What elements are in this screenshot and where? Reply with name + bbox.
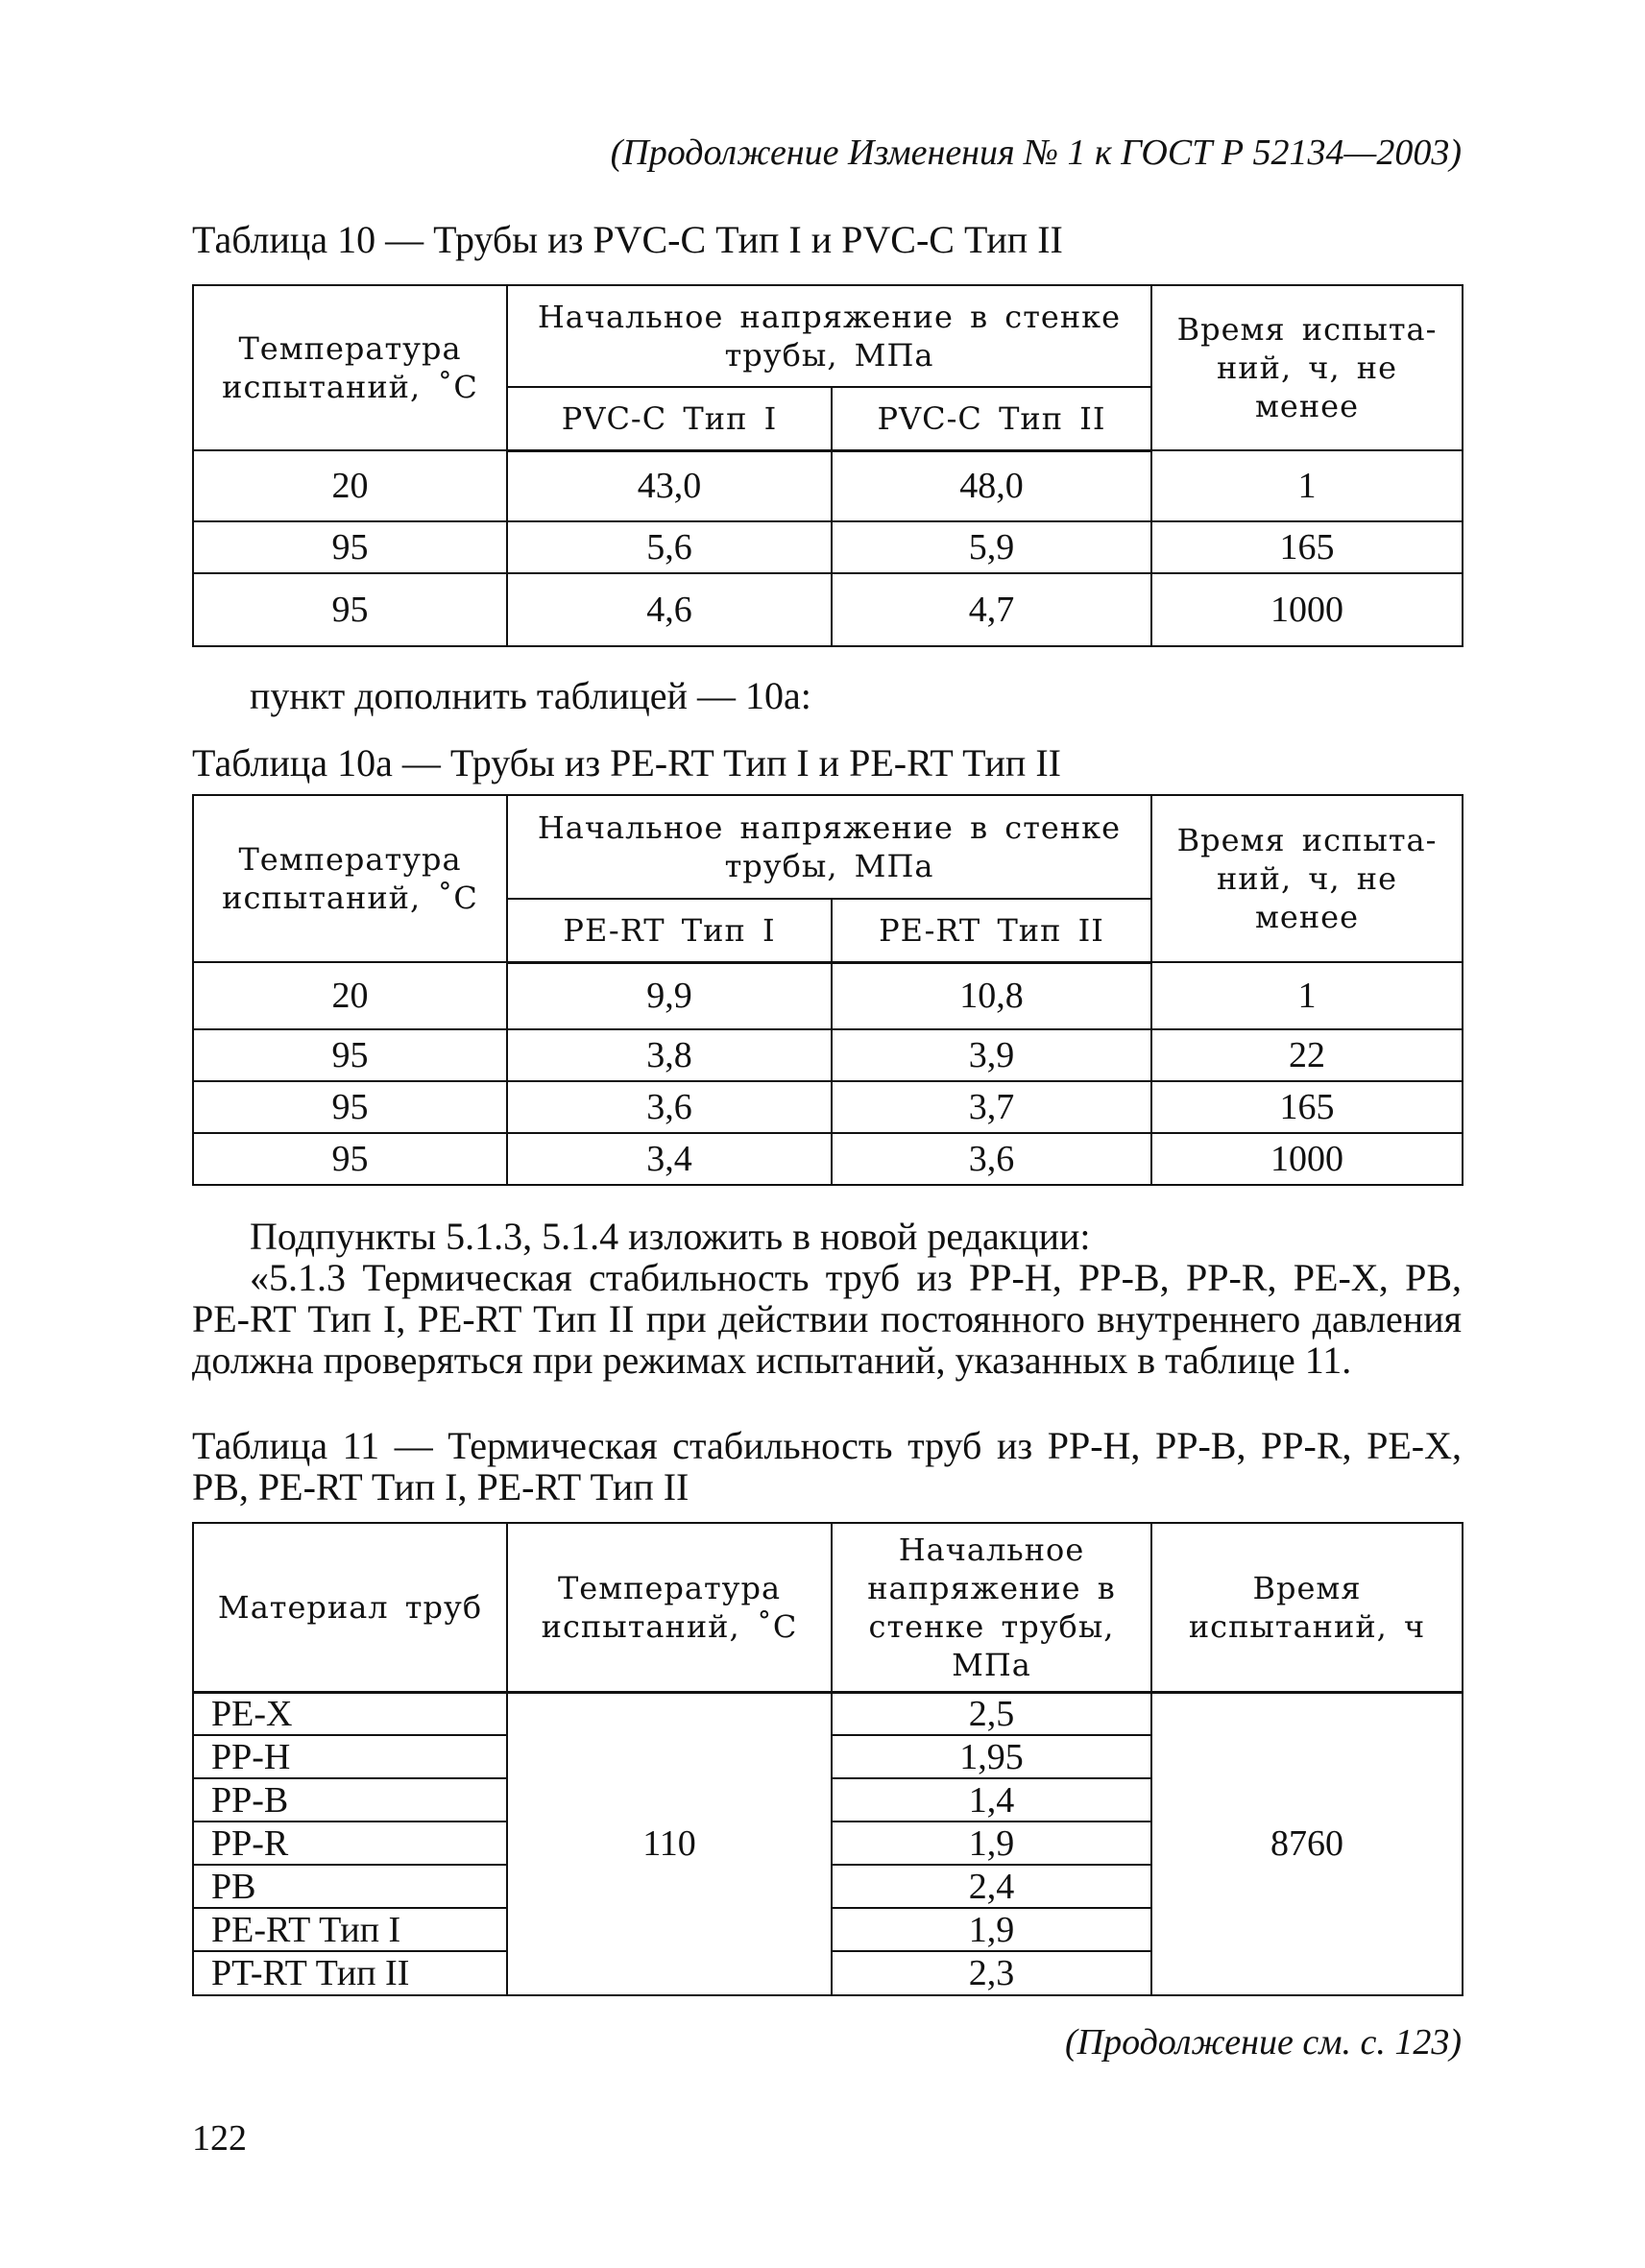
table10-head-temp: Температура испытаний, ˚С bbox=[193, 285, 507, 450]
table-cell: 22 bbox=[1151, 1029, 1463, 1081]
table10a-head-stress: Начальное напряжение в стенке трубы, МПа bbox=[507, 795, 1151, 899]
table-row bbox=[193, 962, 1463, 1029]
table-cell: 95 bbox=[193, 1133, 507, 1185]
table-cell: 4,7 bbox=[832, 573, 1151, 646]
page-header: (Продолжение Изменения № 1 к ГОСТ Р 52134—2003) bbox=[610, 133, 1462, 173]
table-cell: 5,9 bbox=[832, 521, 1151, 573]
table-row bbox=[193, 1081, 1463, 1133]
table-row bbox=[193, 1133, 1463, 1185]
table11-time-cell: 8760 bbox=[1151, 1692, 1463, 1995]
table11-caption: Таблица 11 — Термическая стабильность труб из PP-H, PP-B, PP-R, PE-X, PB, PE-RT Тип I, PE-RT Тип II bbox=[192, 1424, 1462, 1508]
table-cell: 5,6 bbox=[507, 521, 832, 573]
table-row bbox=[193, 521, 1463, 573]
table-cell: 20 bbox=[193, 450, 507, 521]
table-cell: 95 bbox=[193, 1081, 507, 1133]
table-row bbox=[193, 450, 1463, 521]
table-cell: 43,0 bbox=[507, 450, 832, 521]
continuation-note: (Продолжение см. с. 123) bbox=[1064, 2022, 1462, 2063]
table-cell: 48,0 bbox=[832, 450, 1151, 521]
table10a-sub-b: PE-RT Тип II bbox=[832, 899, 1151, 962]
table11-head-stress: Начальное напряжение в стенке трубы, МПа bbox=[832, 1523, 1151, 1692]
table-cell: 95 bbox=[193, 521, 507, 573]
paragraph-subclauses: Подпункты 5.1.3, 5.1.4 изложить в новой редакции: bbox=[250, 1215, 1091, 1258]
table10-head-time: Время испыта-ний, ч, не менее bbox=[1151, 285, 1463, 450]
table-cell: 2,3 bbox=[832, 1951, 1151, 1995]
table10a-head-temp: Температура испытаний, ˚С bbox=[193, 795, 507, 962]
table-cell: 20 bbox=[193, 962, 507, 1029]
table10-sub-b: PVC-C Тип II bbox=[832, 387, 1151, 450]
paragraph-5-1-3: «5.1.3 Термическая стабильность труб из PP-H, PP-B, PP-R, PE-X, PB, PE-RT Тип I, PE-RT Тип II при действии постоянного внутреннего давления должна проверяться при режимах испытаний, указанных в таблице 11. bbox=[192, 1256, 1462, 1382]
table-cell: 1,9 bbox=[832, 1908, 1151, 1951]
table-cell: 1000 bbox=[1151, 573, 1463, 646]
table-cell: 1000 bbox=[1151, 1133, 1463, 1185]
table-cell: PP-B bbox=[193, 1778, 507, 1822]
table-row bbox=[193, 1029, 1463, 1081]
table10a-head-time: Время испыта-ний, ч, не менее bbox=[1151, 795, 1463, 962]
table-cell: PP-H bbox=[193, 1735, 507, 1778]
table-cell: 2,4 bbox=[832, 1865, 1151, 1908]
table-cell: 1 bbox=[1151, 450, 1463, 521]
table-cell: PE-RT Тип I bbox=[193, 1908, 507, 1951]
table-cell: 3,6 bbox=[832, 1133, 1151, 1185]
table-cell: 3,6 bbox=[507, 1081, 832, 1133]
table-cell: 4,6 bbox=[507, 573, 832, 646]
table-cell: 1 bbox=[1151, 962, 1463, 1029]
table-cell: 3,7 bbox=[832, 1081, 1151, 1133]
table-row bbox=[193, 573, 1463, 646]
table-cell: PE-X bbox=[193, 1692, 507, 1735]
page-number: 122 bbox=[192, 2118, 247, 2159]
table11-temp-cell: 110 bbox=[507, 1692, 832, 1995]
table-cell: 95 bbox=[193, 573, 507, 646]
table11-head-temp: Температура испытаний, ˚С bbox=[507, 1523, 832, 1692]
table-cell: 1,95 bbox=[832, 1735, 1151, 1778]
table-cell: 2,5 bbox=[832, 1692, 1151, 1735]
table11 bbox=[192, 1522, 1464, 1996]
table-cell: 3,8 bbox=[507, 1029, 832, 1081]
table10a bbox=[192, 794, 1464, 1186]
table10a-sub-a: PE-RT Тип I bbox=[507, 899, 832, 962]
table-cell: PT-RT Тип II bbox=[193, 1951, 507, 1995]
table-row bbox=[193, 1692, 1463, 1735]
table-cell: PP-R bbox=[193, 1822, 507, 1865]
table11-head-time: Время испытаний, ч bbox=[1151, 1523, 1463, 1692]
table-cell: 1,4 bbox=[832, 1778, 1151, 1822]
paragraph-add-table: пункт дополнить таблицей — 10а: bbox=[250, 674, 811, 717]
table10-sub-a: PVC-C Тип I bbox=[507, 387, 832, 450]
table-cell: PB bbox=[193, 1865, 507, 1908]
table10-caption: Таблица 10 — Трубы из PVC-C Тип I и PVC-C Тип II bbox=[192, 218, 1063, 261]
table-cell: 165 bbox=[1151, 1081, 1463, 1133]
table11-head-material: Материал труб bbox=[193, 1523, 507, 1692]
table-cell: 165 bbox=[1151, 521, 1463, 573]
table10a-caption: Таблица 10а — Трубы из PE-RT Тип I и PE-RT Тип II bbox=[192, 741, 1061, 784]
table-cell: 10,8 bbox=[832, 962, 1151, 1029]
table-cell: 95 bbox=[193, 1029, 507, 1081]
table-cell: 3,9 bbox=[832, 1029, 1151, 1081]
table10-head-stress: Начальное напряжение в стенке трубы, МПа bbox=[507, 285, 1151, 387]
table10 bbox=[192, 284, 1464, 647]
table-cell: 3,4 bbox=[507, 1133, 832, 1185]
table-cell: 9,9 bbox=[507, 962, 832, 1029]
table-cell: 1,9 bbox=[832, 1822, 1151, 1865]
